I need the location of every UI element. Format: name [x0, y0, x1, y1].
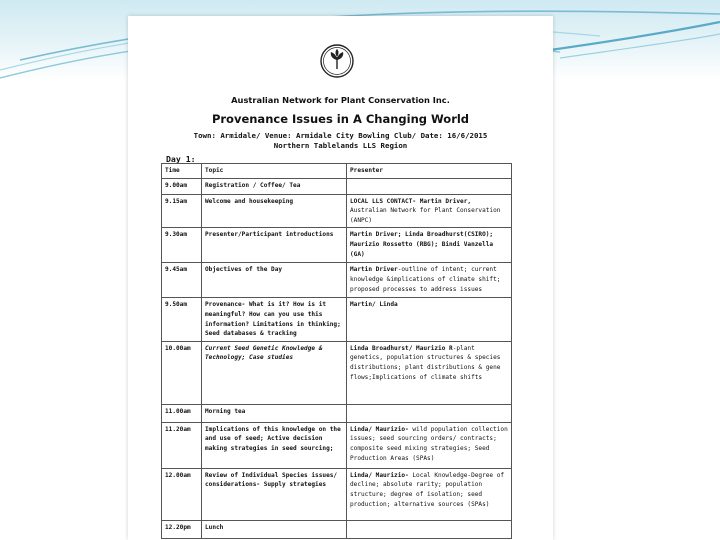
- document-page: [128, 16, 553, 540]
- row-topic: Welcome and housekeeping: [202, 194, 347, 228]
- row-presenter: Linda Broadhurst/ Maurizio R-plant genetics, population structures & species distributions; plant distributions & gene flows;Implications of climate shifts: [347, 341, 512, 404]
- organization-name: Australian Network for Plant Conservation Inc.: [231, 95, 450, 105]
- event-details: Town: Armidale/ Venue: Armidale City Bowling Club/ Date: 16/6/2015: [193, 131, 488, 140]
- header-time: Time: [162, 164, 202, 179]
- row-presenter: Martin Driver; Linda Broadhurst(CSIRO); Maurizio Rossetto (RBG); Bindi Vanzella (GA): [347, 228, 512, 263]
- row-time: 10.00am: [162, 341, 202, 404]
- row-time: 9.50am: [162, 298, 202, 341]
- table-row: [162, 298, 512, 341]
- row-presenter: Martin/ Linda: [347, 298, 512, 341]
- row-topic: Lunch: [202, 520, 347, 538]
- table-row: [162, 178, 512, 194]
- table-header-row: [162, 164, 512, 179]
- schedule-table: [161, 163, 512, 539]
- row-topic: Registration / Coffee/ Tea: [202, 178, 347, 194]
- row-presenter: Linda/ Maurizio- wild population collection issues; seed sourcing orders/ contracts; composite seed mixing strategies; Seed Production Areas (SPAs): [347, 422, 512, 468]
- row-time: 9.15am: [162, 194, 202, 228]
- row-topic: Provenance- What is it? How is it meaningful? How can you use this information? Limitations in thinking; Seed databases & tracking: [202, 298, 347, 341]
- row-time: 11.00am: [162, 404, 202, 422]
- row-time: 12.20pm: [162, 520, 202, 538]
- table-row: [162, 341, 512, 404]
- region-name: Northern Tablelands LLS Region: [273, 141, 408, 150]
- row-presenter: LOCAL LLS CONTACT- Martin Driver, Australian Network for Plant Conservation (ANPC): [347, 194, 512, 228]
- row-topic: Presenter/Participant introductions: [202, 228, 347, 263]
- row-presenter: [347, 404, 512, 422]
- row-time: 9.00am: [162, 178, 202, 194]
- row-time: 9.45am: [162, 263, 202, 298]
- row-topic: Implications of this knowledge on the and use of seed; Active decision making strategies in seed sourcing;: [202, 422, 347, 468]
- row-topic: Review of Individual Species issues/ considerations- Supply strategies: [202, 468, 347, 520]
- row-presenter: [347, 520, 512, 538]
- row-time: 9.30am: [162, 228, 202, 263]
- table-row: [162, 422, 512, 468]
- row-topic: Morning tea: [202, 404, 347, 422]
- day-label: Day 1:: [166, 154, 196, 164]
- row-topic: Current Seed Genetic Knowledge & Technology; Case studies: [202, 341, 347, 404]
- table-row: [162, 520, 512, 538]
- header-topic: Topic: [202, 164, 347, 179]
- row-presenter: Linda/ Maurizio- Local Knowledge-Degree of decline; absolute rarity; population structure; degree of isolation; seed production; alternative sources (SPAs): [347, 468, 512, 520]
- table-row: [162, 263, 512, 298]
- document-title: Provenance Issues in A Changing World: [211, 112, 470, 126]
- row-presenter: Martin Driver-outline of intent; current knowledge &implications of climate shift; proposed processes to address issues: [347, 263, 512, 298]
- row-topic: Objectives of the Day: [202, 263, 347, 298]
- header-presenter: Presenter: [347, 164, 512, 179]
- table-row: [162, 404, 512, 422]
- anpc-logo-icon: [320, 44, 354, 78]
- table-row: [162, 194, 512, 228]
- table-row: [162, 468, 512, 520]
- row-time: 12.00am: [162, 468, 202, 520]
- row-presenter: [347, 178, 512, 194]
- table-row: [162, 228, 512, 263]
- row-time: 11.20am: [162, 422, 202, 468]
